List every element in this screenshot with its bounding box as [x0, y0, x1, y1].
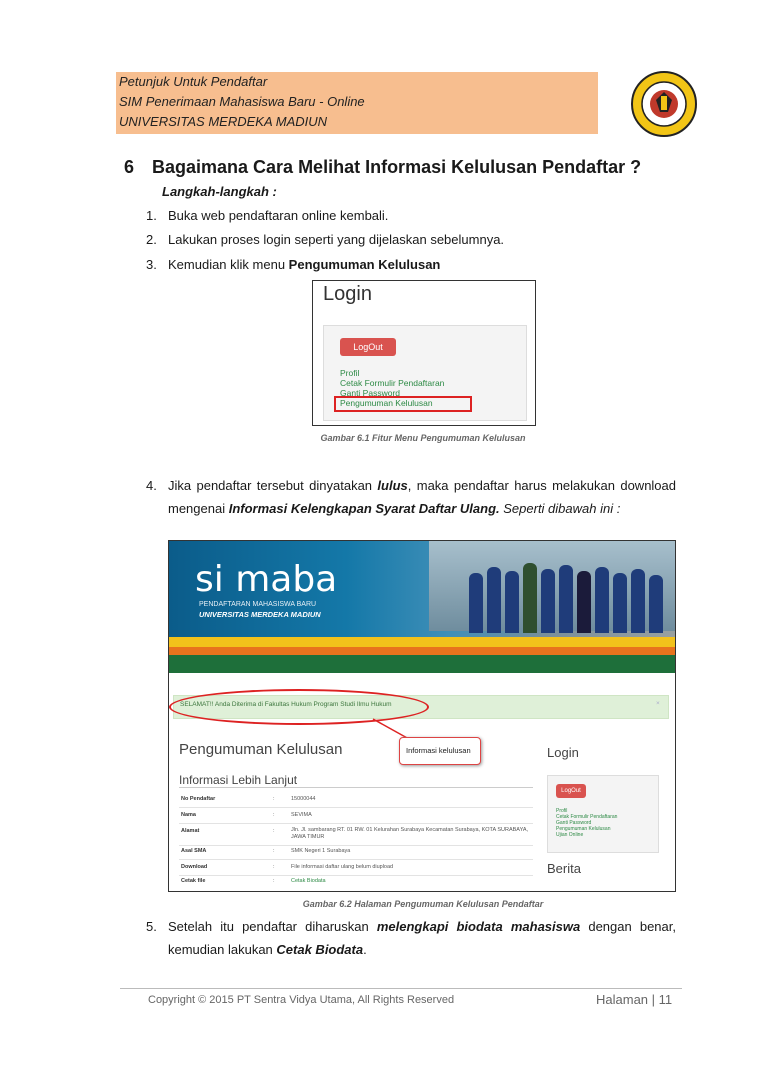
alert-text: SELAMAT!! Anda Diterima di Fakultas Hukum Program Studi Ilmu Hukum: [180, 701, 392, 708]
row-key: Alamat: [181, 828, 200, 834]
row-sep: :: [273, 848, 275, 854]
sub-heading: Informasi Lebih Lanjut: [179, 773, 298, 787]
step-4: [146, 474, 676, 520]
step-5: [146, 915, 676, 961]
sidebar-berita-title: Berita: [547, 861, 581, 876]
login-panel: [323, 325, 527, 421]
close-icon[interactable]: ×: [656, 700, 660, 707]
step-text: Lakukan proses login seperti yang dijelaskan sebelumnya.: [168, 232, 505, 247]
page-heading: Pengumuman Kelulusan: [179, 741, 343, 758]
text-bold-lulus: lulus: [377, 478, 408, 493]
section-title: Bagaimana Cara Melihat Informasi Kelulusan Pendaftar ?: [152, 157, 642, 177]
header-line-3: UNIVERSITAS MERDEKA MADIUN: [119, 114, 328, 129]
step-text: [168, 474, 676, 520]
table-row: [179, 793, 533, 808]
highlight-box: [334, 396, 472, 412]
row-key: No Pendaftar: [181, 796, 216, 802]
step-text: [168, 915, 676, 961]
link-cetak-formulir[interactable]: Cetak Formulir Pendaftaran: [340, 378, 445, 388]
header-line-1: Petunjuk Untuk Pendaftar: [119, 74, 268, 89]
text-run-italic: Seperti dibawah ini :: [499, 501, 621, 516]
figure-announcement-screenshot: [168, 540, 676, 892]
sidebar-login-title: Login: [547, 745, 579, 760]
table-row: [179, 809, 533, 824]
text-run: , maka pendaftar harus melakukan download mengenai: [168, 478, 676, 516]
login-title: Login: [323, 283, 372, 305]
step-number: 2.: [146, 232, 157, 247]
brand-subtitle-2: UNIVERSITAS MERDEKA MADIUN: [199, 610, 321, 619]
step-text: Buka web pendaftaran online kembali.: [168, 208, 389, 223]
step-number: 1.: [146, 208, 157, 223]
footer-divider: [120, 988, 682, 989]
text-run: dengan benar, kemudian lakukan: [168, 919, 676, 957]
figure-2-caption: Gambar 6.2 Halaman Pengumuman Kelulusan Pendaftar: [302, 899, 544, 909]
row-key: Download: [181, 864, 208, 870]
sidebar-logout-button[interactable]: LogOut: [556, 784, 586, 798]
row-sep: :: [273, 796, 275, 802]
figure-1-caption: Gambar 6.1 Fitur Menu Pengumuman Kelulusan: [320, 433, 526, 443]
step-text: [168, 255, 440, 275]
section-number: 6: [124, 157, 135, 177]
callout-box: [399, 737, 481, 765]
row-sep: :: [273, 828, 275, 834]
university-logo: [630, 70, 698, 138]
row-value: SEVIMA: [291, 812, 312, 818]
step-text-bold: Pengumuman Kelulusan: [288, 257, 441, 272]
footer-copyright: Copyright © 2015 PT Sentra Vidya Utama, All Rights Reserved: [148, 994, 455, 1006]
step-1: [146, 206, 646, 226]
step-number: 3.: [146, 257, 157, 272]
text-run: .: [363, 942, 367, 957]
step-number: 4.: [146, 478, 157, 493]
callout-text: Informasi kelulusan: [406, 746, 471, 755]
link-ganti-password[interactable]: Ganti Password: [340, 388, 400, 398]
text-run: Jika pendaftar tersebut dinyatakan: [168, 478, 378, 493]
sidebar-login-panel: [547, 775, 659, 853]
row-sep: :: [273, 812, 275, 818]
text-bold-cetak: Cetak Biodata: [276, 942, 364, 957]
sidebar-link[interactable]: Ujian Online: [556, 832, 584, 838]
step-3: [146, 255, 646, 275]
sidebar-link[interactable]: Cetak Formulir Pendaftaran: [556, 814, 618, 820]
row-value: 15000044: [291, 796, 316, 802]
sidebar-link[interactable]: Pengumuman Kelulusan: [556, 826, 611, 832]
table-row: [179, 875, 533, 889]
row-key: Nama: [181, 812, 196, 818]
row-sep: :: [273, 864, 275, 870]
sidebar-link[interactable]: Ganti Password: [556, 820, 592, 826]
link-profil[interactable]: Profil: [340, 368, 360, 378]
text-bold-biodata: melengkapi biodata mahasiswa: [376, 919, 581, 934]
table-row: [179, 845, 533, 860]
document-header: [116, 72, 598, 134]
logout-button[interactable]: LogOut: [340, 338, 396, 356]
table-row: [179, 825, 533, 846]
cetak-biodata-link[interactable]: Cetak Biodata: [291, 878, 326, 884]
row-key: Cetak file: [181, 878, 206, 884]
site-brand: si maba: [195, 559, 338, 600]
footer-page-number: Halaman | 11: [596, 992, 673, 1007]
row-value: Jln. Jl. sambarang RT. 01 RW. 01 Kelurahan Surabaya Kecamatan Surabaya, KOTA SURABAYA, JAWA TIMUR: [291, 827, 529, 840]
link-pengumuman-kelulusan[interactable]: Pengumuman Kelulusan: [340, 398, 433, 408]
step-number: 5.: [146, 919, 157, 934]
brand-subtitle-1: PENDAFTARAN MAHASISWA BARU: [199, 601, 317, 608]
row-value: SMK Negeri 1 Surabaya: [291, 848, 351, 854]
sidebar-link[interactable]: Profil: [556, 808, 568, 814]
step-2: [146, 230, 646, 250]
row-sep: :: [273, 878, 275, 884]
steps-subtitle: Langkah-langkah :: [162, 184, 277, 199]
row-key: Asal SMA: [181, 848, 207, 854]
table-row: [179, 861, 533, 876]
text-run: Setelah itu pendaftar diharuskan: [168, 919, 377, 934]
header-line-2: SIM Penerimaan Mahasiswa Baru - Online: [119, 94, 365, 109]
step-text-prefix: Kemudian klik menu: [168, 257, 289, 272]
figure-login-screenshot: [312, 280, 536, 426]
banner-stripe: [169, 637, 675, 647]
row-value: File informasi daftar ulang belum diupload: [291, 864, 394, 870]
site-banner: [169, 541, 675, 673]
text-bold-info: Informasi Kelengkapan Syarat Daftar Ulang.: [228, 501, 500, 516]
